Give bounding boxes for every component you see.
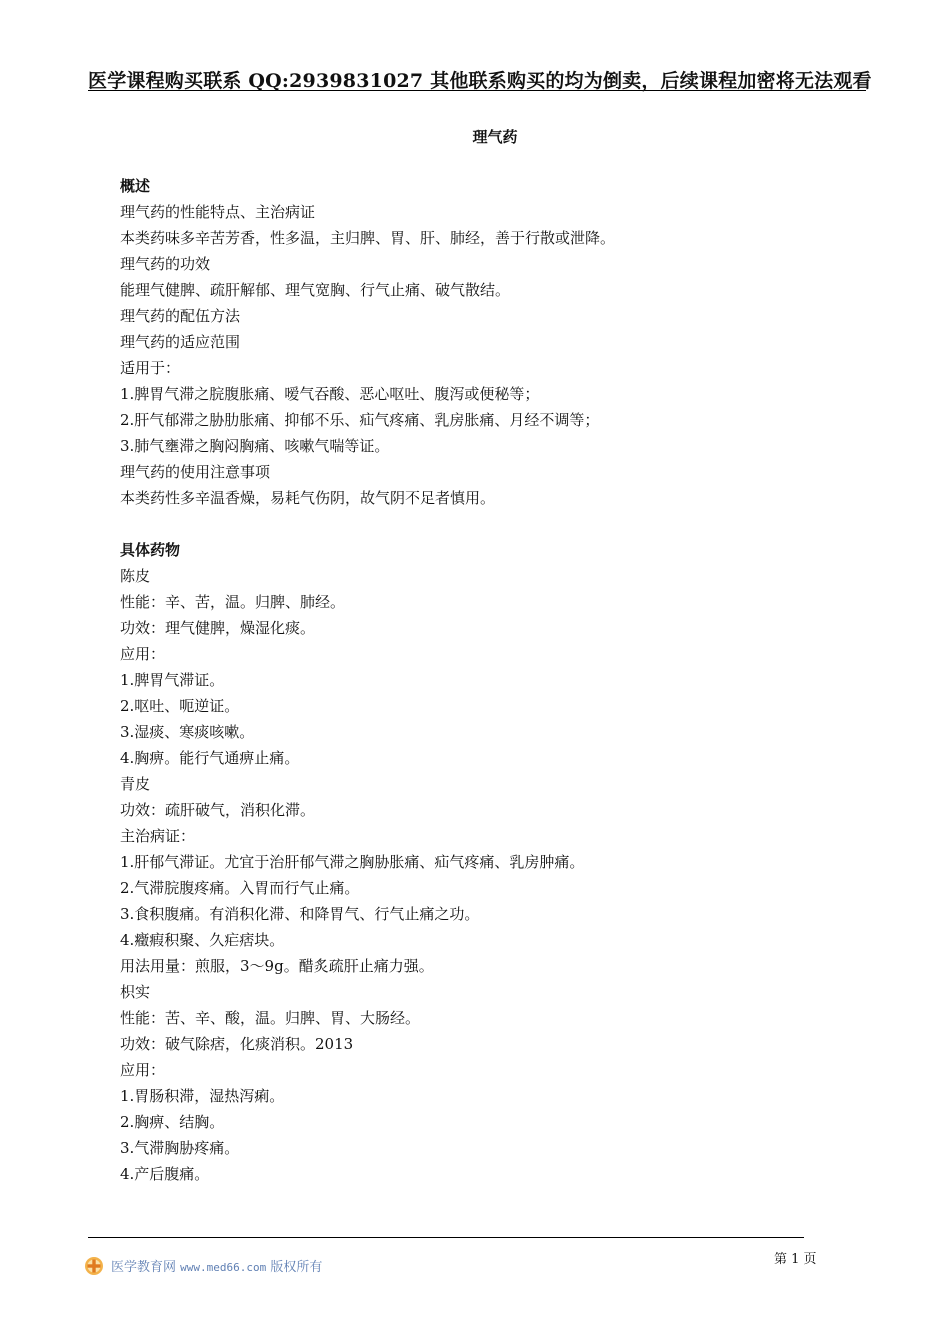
text-line: 性能：辛、苦，温。归脾、肺经。 — [120, 593, 346, 611]
text-line: 4.产后腹痛。 — [120, 1165, 210, 1183]
drug-name: 陈皮 — [120, 567, 151, 585]
text-line: 3.湿痰、寒痰咳嗽。 — [120, 723, 255, 741]
text-line: 能理气健脾、疏肝解郁、理气宽胸、行气止痛、破气散结。 — [120, 281, 511, 299]
text-line: 3.肺气壅滞之胸闷胸痛、咳嗽气喘等证。 — [120, 437, 390, 455]
text-line: 用法用量：煎服，3～9g。醋炙疏肝止痛力强。 — [120, 957, 434, 975]
text-line: 3.气滞胸胁疼痛。 — [120, 1139, 240, 1157]
page-number: 第 1 页 — [774, 1252, 817, 1267]
page-header — [88, 64, 872, 92]
text-line: 1.脾胃气滞之脘腹胀痛、嗳气吞酸、恶心呕吐、腹泻或便秘等； — [120, 385, 540, 403]
section-heading-specific-drugs: 具体药物 — [120, 541, 181, 559]
footer-url: www.med66.com — [180, 1261, 267, 1274]
text-line: 1.胃肠积滞，湿热泻痢。 — [120, 1087, 285, 1105]
text-line: 2.呕吐、呃逆证。 — [120, 697, 240, 715]
footer-brand-name: 医学教育网 — [111, 1260, 177, 1275]
footer-rights: 版权所有 — [270, 1260, 323, 1275]
text-line: 本类药性多辛温香燥，易耗气伤阴，故气阴不足者慎用。 — [120, 489, 496, 507]
section-heading-overview: 概述 — [120, 177, 151, 195]
text-line: 3.食积腹痛。有消积化滞、和降胃气、行气止痛之功。 — [120, 905, 480, 923]
text-line: 本类药味多辛苦芳香，性多温，主归脾、胃、肝、肺经，善于行散或泄降。 — [120, 229, 616, 247]
page-title: 理气药 — [472, 128, 518, 146]
text-line: 1.肝郁气滞证。尤宜于治肝郁气滞之胸胁胀痛、疝气疼痛、乳房肿痛。 — [120, 853, 585, 871]
text-line: 1.脾胃气滞证。 — [120, 671, 225, 689]
text-line: 主治病证： — [120, 827, 196, 845]
text-line: 应用： — [120, 1061, 166, 1079]
text-line: 理气药的功效 — [120, 255, 211, 273]
text-line: 理气药的性能特点、主治病证 — [120, 203, 316, 221]
text-line: 4.癥瘕积聚、久疟痞块。 — [120, 931, 285, 949]
text-line: 理气药的适应范围 — [120, 333, 241, 351]
text-line: 4.胸痹。能行气通痹止痛。 — [120, 749, 300, 767]
text-line: 2.肝气郁滞之胁肋胀痛、抑郁不乐、疝气疼痛、乳房胀痛、月经不调等； — [120, 411, 600, 429]
header-notice: 医学课程购买联系 QQ:2939831027 其他联系购买的均为倒卖，后续课程加密将无法观看 — [88, 70, 872, 92]
text-line: 适用于： — [120, 359, 181, 377]
text-line: 理气药的配伍方法 — [120, 307, 241, 325]
text-line: 2.胸痹、结胸。 — [120, 1113, 225, 1131]
drug-name: 枳实 — [120, 983, 151, 1001]
text-line: 性能：苦、辛、酸，温。归脾、胃、大肠经。 — [120, 1009, 421, 1027]
footer-divider — [88, 1237, 804, 1238]
medical-cross-logo-icon — [84, 1256, 104, 1276]
text-line: 功效：破气除痞，化痰消积。2013 — [120, 1035, 354, 1053]
footer-brand — [111, 1256, 322, 1275]
text-line: 功效：理气健脾，燥湿化痰。 — [120, 619, 316, 637]
text-line: 2.气滞脘腹疼痛。入胃而行气止痛。 — [120, 879, 360, 897]
text-line: 应用： — [120, 645, 166, 663]
text-line: 功效：疏肝破气，消积化滞。 — [120, 801, 316, 819]
text-line: 理气药的使用注意事项 — [120, 463, 271, 481]
drug-name: 青皮 — [120, 775, 151, 793]
